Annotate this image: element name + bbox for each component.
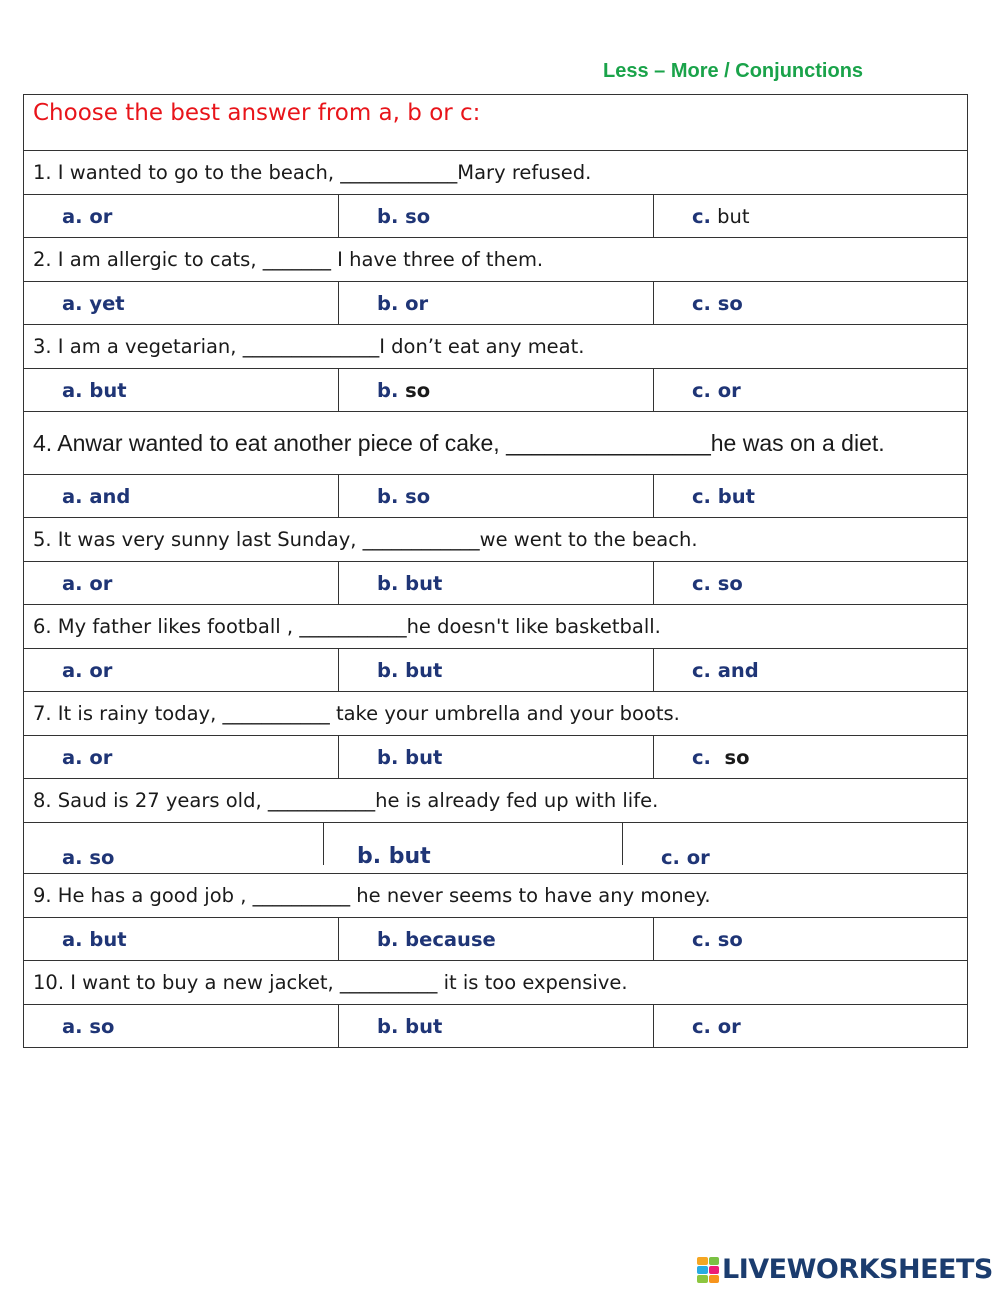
q6-option-c[interactable]: c. and xyxy=(654,649,968,692)
worksheet-title: Less – More / Conjunctions xyxy=(603,60,864,82)
divider xyxy=(323,823,324,865)
question-2: 2. I am allergic to cats, _______ I have three of them. xyxy=(24,238,968,282)
q2-option-b[interactable]: b. or xyxy=(339,282,654,325)
question-7: 7. It is rainy today, ___________ take your umbrella and your boots. xyxy=(24,692,968,736)
q8-option-b[interactable]: b. but xyxy=(357,844,431,869)
q10-option-a[interactable]: a. so xyxy=(24,1005,339,1048)
option-prefix: b. xyxy=(377,378,399,402)
q10-option-b[interactable]: b. but xyxy=(339,1005,654,1048)
q6-option-a[interactable]: a. or xyxy=(24,649,339,692)
q10-option-c[interactable]: c. or xyxy=(654,1005,968,1048)
q8-option-c[interactable]: c. or xyxy=(661,846,710,869)
q5-option-c[interactable]: c. so xyxy=(654,562,968,605)
q9-option-b[interactable]: b. because xyxy=(339,918,654,961)
q3-option-c[interactable]: c. or xyxy=(654,369,968,412)
q4-option-a[interactable]: a. and xyxy=(24,475,339,518)
q5-option-b[interactable]: b. but xyxy=(339,562,654,605)
q4-option-c[interactable]: c. but xyxy=(654,475,968,518)
q3-option-a[interactable]: a. but xyxy=(24,369,339,412)
brand-name: LIVEWORKSHEETS xyxy=(722,1254,993,1285)
q1-option-c[interactable] xyxy=(654,195,968,238)
q7-option-c[interactable] xyxy=(654,736,968,779)
q4-option-b[interactable]: b. so xyxy=(339,475,654,518)
question-9: 9. He has a good job , __________ he never seems to have any money. xyxy=(24,874,968,918)
option-word: so xyxy=(398,378,431,402)
option-prefix: c. xyxy=(692,745,711,769)
q9-option-a[interactable]: a. but xyxy=(24,918,339,961)
q7-option-b[interactable]: b. but xyxy=(339,736,654,779)
liveworksheets-logo[interactable] xyxy=(697,1254,993,1285)
divider xyxy=(622,823,623,865)
question-4: 4. Anwar wanted to eat another piece of cake, ________________he was on a diet. xyxy=(24,412,968,475)
liveworksheets-logo-icon xyxy=(697,1257,719,1283)
q1-option-b[interactable]: b. so xyxy=(339,195,654,238)
question-1: 1. I wanted to go to the beach, ____________Mary refused. xyxy=(24,151,968,195)
question-5: 5. It was very sunny last Sunday, ____________we went to the beach. xyxy=(24,518,968,562)
worksheet-table xyxy=(23,94,968,1048)
question-3: 3. I am a vegetarian, ______________I don’t eat any meat. xyxy=(24,325,968,369)
option-word: so xyxy=(710,745,750,769)
q8-options-row xyxy=(24,823,968,874)
q8-option-a[interactable]: a. so xyxy=(62,846,115,869)
q5-option-a[interactable]: a. or xyxy=(24,562,339,605)
q6-option-b[interactable]: b. but xyxy=(339,649,654,692)
option-prefix: c. xyxy=(692,204,711,228)
q1-option-a[interactable]: a. or xyxy=(24,195,339,238)
option-word: but xyxy=(710,204,750,228)
q9-option-c[interactable]: c. so xyxy=(654,918,968,961)
q2-option-c[interactable]: c. so xyxy=(654,282,968,325)
q2-option-a[interactable]: a. yet xyxy=(24,282,339,325)
instruction-text: Choose the best answer from a, b or c: xyxy=(33,100,481,126)
question-8: 8. Saud is 27 years old, ___________he is already fed up with life. xyxy=(24,779,968,823)
question-6: 6. My father likes football , ___________he doesn't like basketball. xyxy=(24,605,968,649)
q3-option-b[interactable] xyxy=(339,369,654,412)
q7-option-a[interactable]: a. or xyxy=(24,736,339,779)
question-10: 10. I want to buy a new jacket, __________ it is too expensive. xyxy=(24,961,968,1005)
instruction-cell xyxy=(24,95,968,151)
